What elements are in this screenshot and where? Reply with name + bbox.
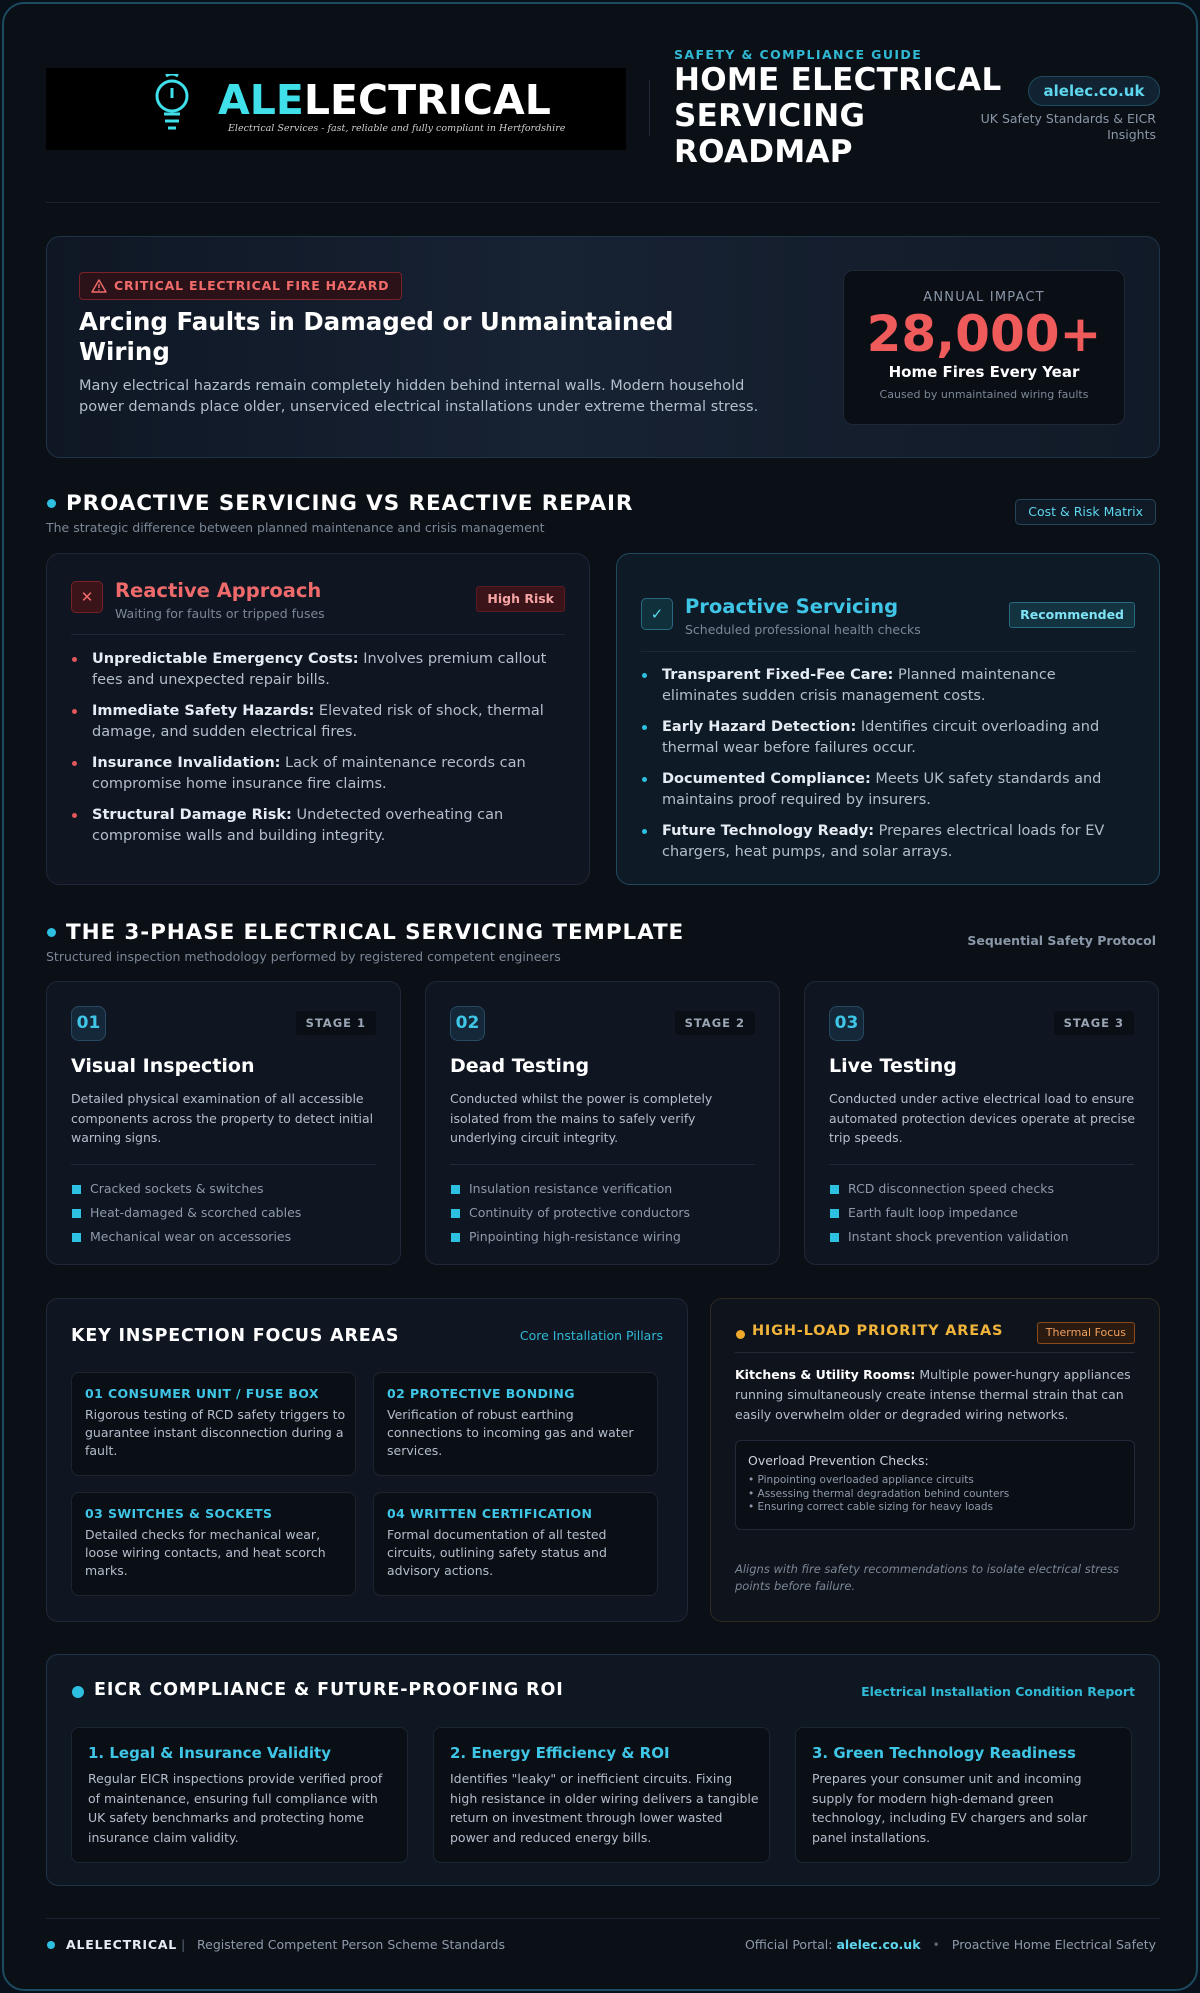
eicr-item-legal [71, 1727, 408, 1863]
item-text: Prepares electrical loads for EV chargers, heat pumps, and solar arrays. [662, 823, 1105, 860]
footer-standards: Registered Competent Person Scheme Standards [197, 1937, 505, 1952]
list-item [71, 753, 565, 794]
impact-value: 28,000+ [866, 305, 1102, 363]
high-load-description [735, 1365, 1135, 1425]
focus-item-consumer-unit [71, 1372, 356, 1476]
list-item [450, 1177, 690, 1201]
list-item [71, 701, 565, 742]
footer-brand: ALELECTRICAL [66, 1937, 178, 1952]
focus-item-text: Formal documentation of all tested circuits, outlining safety status and advisory actions. [387, 1527, 607, 1578]
bullet-square [72, 1185, 81, 1194]
bullet-dot [642, 673, 647, 678]
hazard-badge [79, 272, 402, 300]
list-item [450, 1225, 690, 1249]
high-load-note: Aligns with fire safety recommendations to isolate electrical stress points before failure. [735, 1562, 1120, 1593]
header-rule [46, 202, 1160, 203]
footer-rule [46, 1918, 1160, 1919]
list-item [71, 1177, 301, 1201]
reactive-subtitle: Waiting for faults or tripped fuses [115, 606, 325, 621]
overload-checks-title: Overload Prevention Checks: [748, 1453, 929, 1468]
card-divider [450, 1164, 755, 1165]
item-text: Undetected overheating can compromise walls and building integrity. [92, 807, 504, 844]
proactive-title: Proactive Servicing [685, 595, 899, 618]
list-item [641, 717, 1135, 758]
phase-card-dead-testing [425, 981, 780, 1265]
item-text: Instant shock prevention validation [848, 1229, 1069, 1244]
item-text: Heat-damaged & scorched cables [90, 1205, 302, 1220]
proactive-list [641, 665, 1135, 873]
stage-label: STAGE 3 [1054, 1011, 1134, 1035]
hazard-title: Arcing Faults in Damaged or Unmaintained Wiring [79, 307, 674, 366]
proactive-subtitle: Scheduled professional health checks [685, 622, 921, 637]
item-bold: Insurance Invalidation: [92, 755, 281, 771]
reactive-approach-card [46, 553, 590, 885]
check-icon: ✓ [641, 598, 673, 630]
eicr-card [46, 1654, 1160, 1886]
high-risk-badge: High Risk [476, 586, 565, 612]
phase-checklist [829, 1177, 1069, 1249]
footer-separator: | [181, 1937, 186, 1952]
lead-bold: Kitchens & Utility Rooms: [735, 1367, 916, 1382]
eicr-item-energy [433, 1727, 770, 1863]
list-item [829, 1201, 1069, 1225]
list-item [71, 1225, 301, 1249]
item-bold: Immediate Safety Hazards: [92, 703, 315, 719]
footer-bullet [47, 1941, 55, 1949]
phase-description: Detailed physical examination of all accessible components across the property to detect initial warning signs. [71, 1091, 374, 1145]
focus-item-protective-bonding [373, 1372, 658, 1476]
stage-label: STAGE 2 [675, 1011, 755, 1035]
phase-description: Conducted under active electrical load to ensure automated protection devices operate at precise trip speeds. [829, 1091, 1136, 1145]
phase-card-visual-inspection [46, 981, 401, 1265]
impact-stat-card [843, 270, 1125, 425]
compare-section-title: PROACTIVE SERVICING VS REACTIVE REPAIR [66, 491, 634, 516]
focus-item-written-certification [373, 1492, 658, 1596]
warning-icon [91, 279, 107, 293]
bullet-dot [72, 709, 77, 714]
compare-section-subtitle: The strategic difference between planned maintenance and crisis management [46, 520, 545, 535]
item-bold: Future Technology Ready: [662, 823, 875, 839]
focus-tag: Core Installation Pillars [519, 1328, 663, 1343]
item-text: Meets UK safety standards and maintains proof required by insurers. [662, 771, 1102, 808]
eicr-item-text: Prepares your consumer unit and incoming supply for modern high-demand green technology, including EV chargers and solar panel installations. [812, 1771, 1088, 1845]
infographic-frame [2, 2, 1198, 1991]
bullet-square [451, 1209, 460, 1218]
list-item: • Ensuring correct cable sizing for heavy loads [748, 1501, 994, 1513]
overload-checks-list [748, 1474, 1009, 1515]
item-text: Mechanical wear on accessories [90, 1229, 292, 1244]
bullet-dot [642, 725, 647, 730]
hazard-description: Many electrical hazards remain completely hidden behind internal walls. Modern household power demands place older, unserviced electrical installations under extreme thermal stress. [79, 378, 759, 415]
card-divider [71, 634, 565, 635]
portal-label: Official Portal: [744, 1937, 837, 1952]
phases-section-tag: Sequential Safety Protocol [967, 933, 1156, 948]
logo-wordmark-lectrical: LECTRICAL [303, 76, 551, 124]
phase-description: Conducted whilst the power is completely isolated from the mains to safely verify underlying circuit integrity. [450, 1091, 713, 1145]
item-text: Continuity of protective conductors [469, 1205, 691, 1220]
item-text: Insulation resistance verification [469, 1181, 673, 1196]
bullet-dot [642, 829, 647, 834]
focus-item-switches-sockets [71, 1492, 356, 1596]
item-text: RCD disconnection speed checks [848, 1181, 1054, 1196]
list-item [71, 1201, 301, 1225]
list-item [829, 1225, 1069, 1249]
card-divider [71, 1164, 376, 1165]
card-divider [641, 651, 1135, 652]
item-text: Elevated risk of shock, thermal damage, and sudden electrical fires. [92, 703, 544, 740]
phases-section-title: THE 3-PHASE ELECTRICAL SERVICING TEMPLATE [66, 920, 685, 945]
eicr-item-green [795, 1727, 1132, 1863]
footer-bullet-separator: • [932, 1937, 940, 1952]
phase-title: Dead Testing [450, 1055, 590, 1077]
item-text: Earth fault loop impedance [848, 1205, 1018, 1220]
hazard-banner [46, 236, 1160, 458]
list-item [641, 769, 1135, 810]
focus-item-title: 04 WRITTEN CERTIFICATION [387, 1506, 593, 1521]
section-bullet [47, 499, 56, 508]
focus-title: KEY INSPECTION FOCUS AREAS [71, 1326, 400, 1346]
phase-checklist [71, 1177, 301, 1249]
bullet-square [830, 1185, 839, 1194]
bullet-dot [72, 761, 77, 766]
item-text: Planned maintenance eliminates sudden crisis management costs. [662, 667, 1056, 704]
warning-dot-icon [736, 1330, 745, 1339]
proactive-servicing-card [616, 553, 1160, 885]
impact-label: ANNUAL IMPACT [923, 290, 1045, 305]
bullet-dot [72, 813, 77, 818]
focus-item-text: Verification of robust earthing connections to incoming gas and water services. [387, 1407, 634, 1458]
reactive-list [71, 649, 565, 857]
page-title: HOME ELECTRICAL SERVICING ROADMAP [674, 62, 1002, 170]
bullet-square [830, 1233, 839, 1242]
phase-card-live-testing [804, 981, 1159, 1265]
impact-subtitle: Home Fires Every Year [888, 363, 1080, 381]
cost-risk-matrix-tag[interactable]: Cost & Risk Matrix [1015, 499, 1156, 525]
impact-note: Caused by unmaintained wiring faults [879, 388, 1089, 401]
phase-number: 01 [71, 1006, 106, 1041]
eicr-item-text: Identifies "leaky" or inefficient circuits. Fixing high resistance in older wiring delivers a tangible return on investment through lower wasted power and reduced energy bills. [450, 1771, 759, 1845]
header-divider [649, 80, 650, 136]
close-icon: ✕ [71, 581, 103, 613]
item-text: Pinpointing high-resistance wiring [469, 1229, 681, 1244]
item-text: Involves premium callout fees and unexpected repair bills. [92, 651, 547, 688]
logo-wordmark [218, 76, 551, 125]
recommended-badge: Recommended [1009, 602, 1135, 628]
phases-section-subtitle: Structured inspection methodology performed by registered competent engineers [46, 949, 561, 964]
footer-tagline: Proactive Home Electrical Safety [951, 1937, 1156, 1952]
focus-item-text: Rigorous testing of RCD safety triggers to guarantee instant disconnection during a fault. [85, 1407, 346, 1458]
bullet-square [72, 1233, 81, 1242]
list-item [71, 805, 565, 846]
list-item [71, 649, 565, 690]
bullet-dot [72, 657, 77, 662]
focus-item-title: 03 SWITCHES & SOCKETS [85, 1506, 273, 1521]
section-bullet [47, 928, 56, 937]
item-text: Lack of maintenance records can compromise home insurance fire claims. [92, 755, 526, 792]
portal-link[interactable]: alelec.co.uk [836, 1937, 921, 1952]
item-bold: Documented Compliance: [662, 771, 871, 787]
site-link[interactable]: alelec.co.uk [1028, 76, 1160, 106]
bullet-square [451, 1233, 460, 1242]
item-bold: Early Hazard Detection: [662, 719, 857, 735]
phase-title: Live Testing [829, 1055, 957, 1077]
list-item: • Pinpointing overloaded appliance circuits [748, 1474, 974, 1486]
eicr-item-title: 2. Energy Efficiency & ROI [450, 1744, 670, 1762]
brand-logo [46, 68, 626, 150]
eicr-item-title: 3. Green Technology Readiness [812, 1744, 1076, 1762]
bullet-square [72, 1209, 81, 1218]
focus-item-text: Detailed checks for mechanical wear, loose wiring contacts, and heat scorch marks. [85, 1527, 326, 1578]
list-item: • Assessing thermal degradation behind counters [748, 1487, 1010, 1500]
item-text: Cracked sockets & switches [90, 1181, 264, 1196]
header-subtitle: UK Safety Standards & EICR Insights [980, 111, 1156, 142]
high-load-card [710, 1298, 1160, 1622]
lightbulb-icon [150, 74, 194, 138]
list-item [641, 665, 1135, 706]
list-item [450, 1201, 690, 1225]
thermal-focus-badge: Thermal Focus [1037, 1322, 1135, 1344]
phase-title: Visual Inspection [71, 1055, 255, 1077]
logo-wordmark-ale: ALE [218, 76, 304, 124]
card-divider [829, 1164, 1134, 1165]
guide-eyebrow: SAFETY & COMPLIANCE GUIDE [674, 47, 923, 62]
card-divider [735, 1352, 1135, 1353]
bullet-square [451, 1185, 460, 1194]
item-bold: Structural Damage Risk: [92, 807, 292, 823]
bullet-square [830, 1209, 839, 1218]
list-item [641, 821, 1135, 862]
phase-checklist [450, 1177, 690, 1249]
high-load-title: HIGH-LOAD PRIORITY AREAS [752, 1323, 1004, 1339]
reactive-title: Reactive Approach [115, 579, 322, 602]
focus-item-title: 02 PROTECTIVE BONDING [387, 1386, 575, 1401]
phase-number: 02 [450, 1006, 485, 1041]
focus-item-title: 01 CONSUMER UNIT / FUSE BOX [85, 1386, 319, 1401]
section-bullet [72, 1686, 84, 1698]
eicr-title: EICR COMPLIANCE & FUTURE-PROOFING ROI [94, 1680, 564, 1700]
stage-label: STAGE 1 [296, 1011, 376, 1035]
bullet-dot [642, 777, 647, 782]
footer-portal [745, 1937, 1156, 1952]
item-text: Identifies circuit overloading and thermal wear before failures occur. [662, 719, 1100, 756]
phase-number: 03 [829, 1006, 864, 1041]
hazard-badge-label: CRITICAL ELECTRICAL FIRE HAZARD [114, 278, 390, 293]
eicr-item-title: 1. Legal & Insurance Validity [88, 1744, 331, 1762]
eicr-item-text: Regular EICR inspections provide verified proof of maintenance, ensuring full compliance with UK safety benchmarks and protecting home insurance claim validity. [88, 1771, 383, 1845]
lead-text: Multiple power-hungry appliances running simultaneously create intense thermal strain that can easily overwhelm older or degraded wiring networks. [735, 1367, 1131, 1422]
list-item [829, 1177, 1069, 1201]
logo-tagline: Electrical Services - fast, reliable and fully compliant in Hertfordshire [228, 123, 566, 134]
focus-areas-card [46, 1298, 688, 1622]
eicr-tag: Electrical Installation Condition Report [861, 1684, 1135, 1699]
item-bold: Transparent Fixed-Fee Care: [662, 667, 894, 683]
overload-checks-box [735, 1440, 1135, 1530]
item-bold: Unpredictable Emergency Costs: [92, 651, 359, 667]
